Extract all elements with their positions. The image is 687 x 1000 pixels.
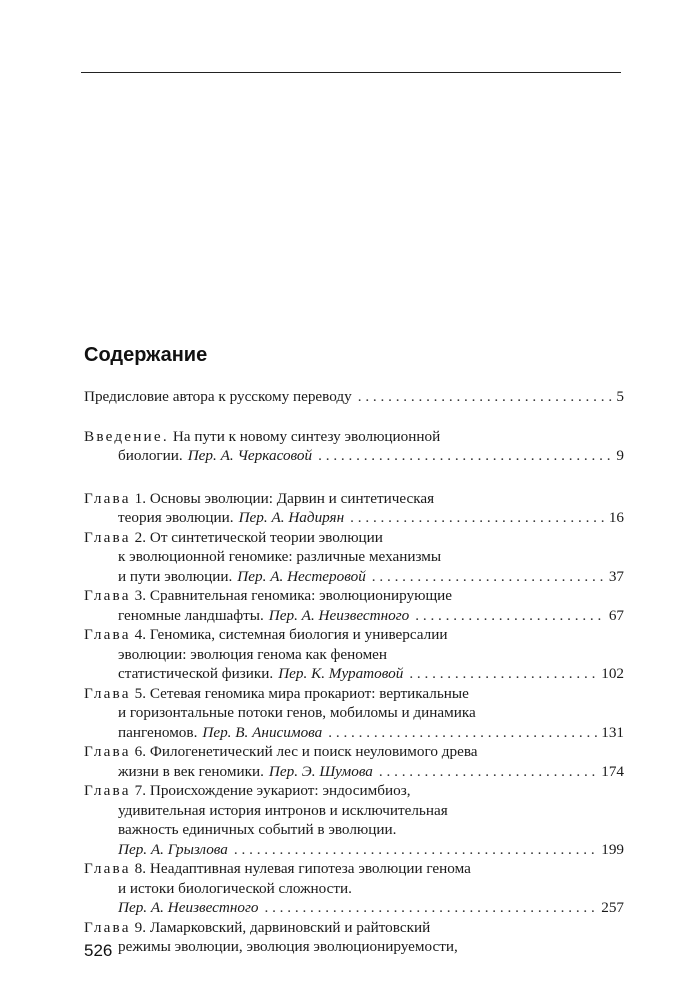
dot-leader — [234, 840, 598, 860]
dot-leader — [372, 567, 606, 587]
toc-line — [84, 781, 624, 801]
toc-line — [84, 427, 624, 447]
entry-translator: Пер. А. Неизвестного — [118, 899, 259, 916]
toc-entry-chapter-8[interactable] — [84, 859, 624, 918]
toc-line — [84, 625, 624, 645]
entry-translator: Пер. К. Муратовой — [278, 665, 404, 682]
entry-title: 4. Геномика, системная биология и универсалии — [134, 626, 448, 643]
dot-leader — [415, 606, 606, 626]
toc-line — [84, 586, 624, 606]
entry-title: и истоки биологической сложности. — [118, 879, 352, 897]
entry-title: режимы эволюции, эволюция эволюционируемости, — [118, 938, 458, 955]
entry-kind: Введение. — [84, 427, 169, 445]
entry-kind: Глава — [84, 626, 131, 643]
toc-line — [84, 723, 624, 743]
entry-title: пангеномов. — [118, 723, 198, 741]
page-ref: 174 — [601, 762, 624, 780]
toc-line — [84, 387, 624, 407]
entry-kind: Глава — [84, 684, 131, 702]
toc-line — [84, 937, 624, 957]
dot-leader — [318, 446, 613, 466]
toc-line — [84, 508, 624, 528]
toc-line — [84, 859, 624, 879]
toc-entry-chapter-5[interactable] — [84, 684, 624, 743]
entry-title: теория эволюции. — [118, 509, 234, 526]
toc-line — [84, 547, 624, 567]
entry-title: 9. Ламарковский, дарвиновский и райтовский — [134, 918, 431, 936]
dot-leader — [358, 387, 614, 407]
entry-title: 3. Сравнительная геномика: эволюционирующие — [134, 587, 453, 604]
page-ref: 9 — [616, 447, 624, 464]
entry-kind: Глава — [84, 782, 131, 799]
table-of-contents — [84, 387, 624, 957]
entry-title: 5. Сетевая геномика мира прокариот: вертикальные — [134, 684, 469, 702]
entry-title: На пути к новому синтезу эволюционной — [172, 427, 441, 445]
entry-title: удивительная история интронов и исключительная — [118, 801, 448, 819]
dot-leader — [379, 762, 598, 782]
entry-title: 2. От синтетической теории эволюции — [134, 528, 383, 546]
toc-line — [84, 820, 624, 840]
entry-title: статистической физики. — [118, 665, 274, 682]
dot-leader — [264, 898, 598, 918]
toc-line — [84, 606, 624, 626]
page-ref: 257 — [601, 899, 624, 916]
entry-title: геномные ландшафты. — [118, 606, 264, 624]
toc-line — [84, 762, 624, 782]
toc-line — [84, 489, 624, 509]
entry-title: Предисловие автора к русскому переводу — [84, 388, 352, 405]
toc-line — [84, 840, 624, 860]
toc-entry-preface[interactable] — [84, 387, 624, 407]
toc-entry-chapter-6[interactable] — [84, 742, 624, 781]
toc-line — [84, 528, 624, 548]
dot-leader — [409, 664, 598, 684]
toc-entry-chapter-1[interactable] — [84, 489, 624, 528]
entry-title: 7. Происхождение эукариот: эндосимбиоз, — [134, 782, 411, 799]
page-ref: 199 — [601, 840, 624, 858]
entry-translator: Пер. А. Черкасовой — [187, 447, 313, 464]
entry-title: жизни в век геномики. — [118, 762, 264, 780]
entry-translator: Пер. А. Нестеровой — [237, 567, 366, 585]
entry-translator: Пер. А. Грызлова — [118, 840, 228, 858]
page-ref: 102 — [601, 665, 624, 682]
page-ref: 16 — [608, 509, 624, 526]
entry-title: и пути эволюции. — [118, 567, 233, 585]
toc-entry-chapter-9[interactable] — [84, 918, 624, 957]
page-title: Содержание — [84, 344, 208, 366]
page-ref: 37 — [608, 567, 624, 585]
toc-line — [84, 898, 624, 918]
entry-translator: Пер. А. Надирян — [238, 509, 345, 526]
entry-title: важность единичных событий в эволюции. — [118, 821, 397, 838]
page-ref: 5 — [616, 388, 624, 405]
entry-title: 8. Неадаптивная нулевая гипотеза эволюции генома — [134, 860, 471, 877]
entry-translator: Пер. А. Неизвестного — [268, 606, 410, 624]
toc-line — [84, 801, 624, 821]
entry-title: 1. Основы эволюции: Дарвин и синтетическая — [134, 489, 435, 507]
toc-line — [84, 918, 624, 938]
entry-kind: Глава — [84, 528, 131, 546]
dot-leader — [350, 508, 606, 528]
entry-kind: Глава — [84, 489, 131, 507]
page-ref: 67 — [608, 606, 624, 624]
entry-title: 6. Филогенетический лес и поиск неуловимого древа — [134, 743, 478, 760]
toc-line — [84, 664, 624, 684]
entry-kind: Глава — [84, 587, 131, 604]
entry-title: эволюции: эволюция генома как феномен — [118, 645, 388, 663]
entry-translator: Пер. Э. Шумова — [268, 762, 373, 780]
entry-kind: Глава — [84, 743, 131, 760]
entry-title: биологии. — [118, 447, 183, 464]
page-ref: 131 — [601, 723, 624, 741]
entry-title: к эволюционной геномике: различные механизмы — [118, 548, 442, 565]
entry-translator: Пер. В. Анисимова — [202, 723, 323, 741]
toc-entry-chapter-7[interactable] — [84, 781, 624, 859]
entry-kind: Глава — [84, 860, 131, 877]
entry-title: и горизонтальные потоки генов, мобиломы и динамика — [118, 704, 476, 721]
toc-entry-chapter-3[interactable] — [84, 586, 624, 625]
toc-line — [84, 742, 624, 762]
toc-line — [84, 645, 624, 665]
toc-entry-introduction[interactable] — [84, 427, 624, 466]
entry-kind: Глава — [84, 918, 131, 936]
toc-entry-chapter-2[interactable] — [84, 528, 624, 587]
toc-line — [84, 446, 624, 466]
toc-entry-chapter-4[interactable] — [84, 625, 624, 684]
top-rule — [81, 72, 621, 73]
toc-line — [84, 567, 624, 587]
page-number: 526 — [84, 941, 113, 960]
toc-line — [84, 703, 624, 723]
toc-line — [84, 879, 624, 899]
toc-line — [84, 684, 624, 704]
dot-leader — [328, 723, 598, 743]
